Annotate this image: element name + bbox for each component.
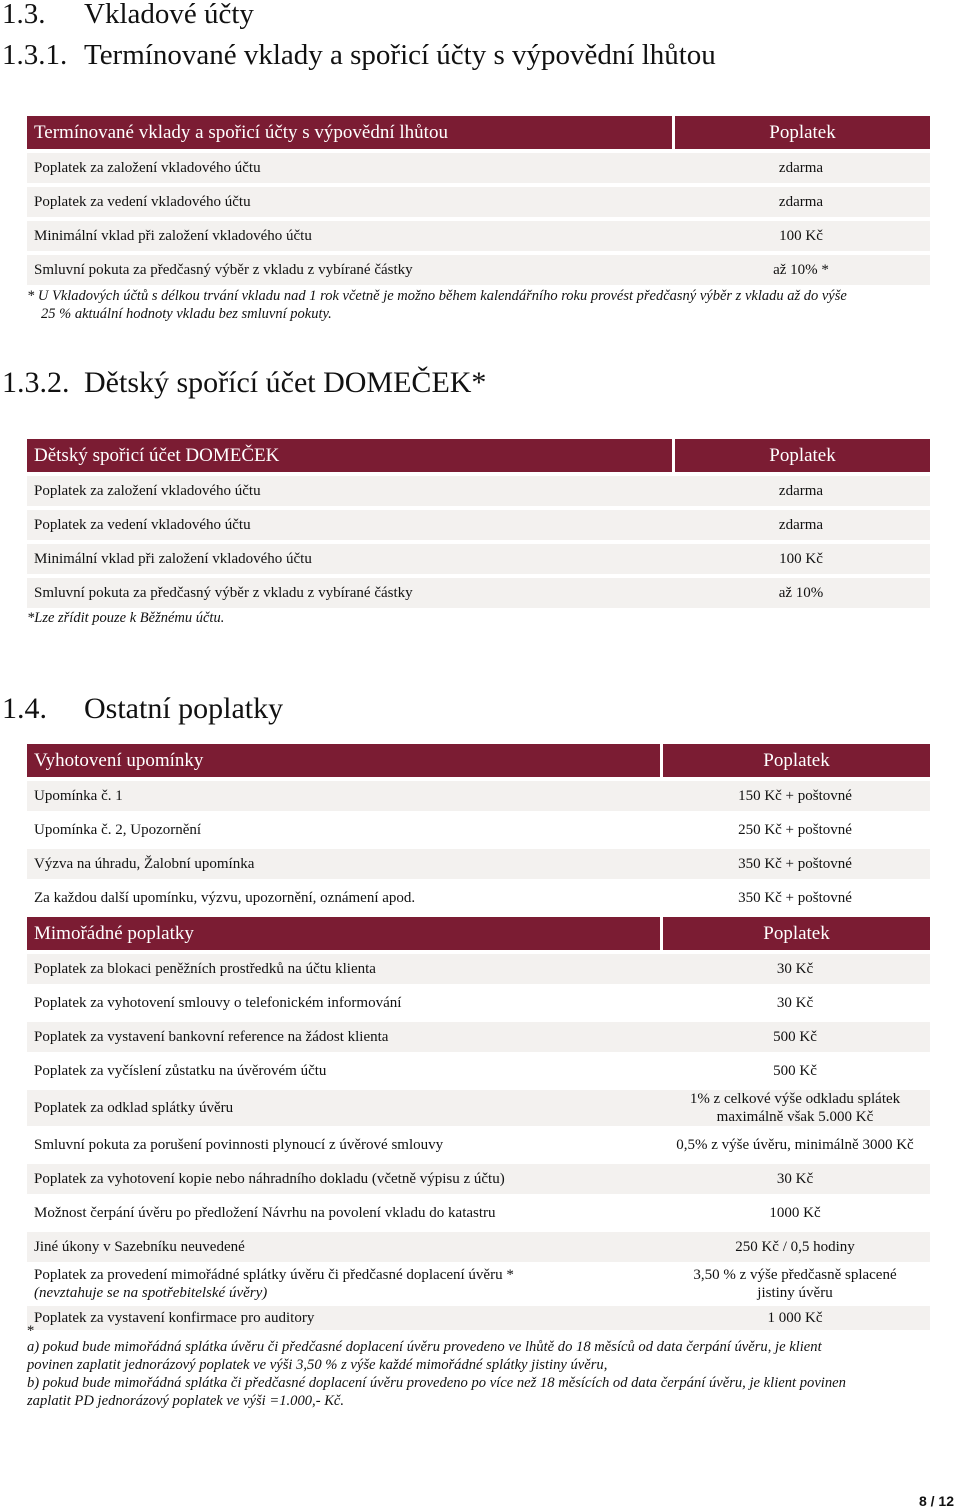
footnote-line: povinen zaplatit jednorázový poplatek ve výši 3,50 % z výše každé mimořádné splátky jistiny úvěru, bbox=[27, 1357, 608, 1373]
table-header bbox=[27, 116, 930, 153]
row-label: Poplatek za vedení vkladového účtu bbox=[34, 516, 251, 533]
footnote-line: b) pokud bude mimořádná splátka či předčasné doplacení úvěru provedeno po více než 18 měsících od data čerpání úvěru, je klient povinen bbox=[27, 1375, 846, 1391]
table-row bbox=[27, 255, 930, 289]
row-label: Smluvní pokuta za předčasný výběr z vkladu z vybírané částky bbox=[34, 584, 413, 601]
row-fee-line: maximálně však 5.000 Kč bbox=[716, 1109, 874, 1125]
row-fee: zdarma bbox=[778, 483, 824, 499]
section-number: 1.3. bbox=[2, 0, 46, 30]
row-label: Výzva na úhradu, Žalobní upomínka bbox=[34, 855, 255, 872]
row-fee: 350 Kč + poštovné bbox=[738, 856, 852, 872]
section-title: Ostatní poplatky bbox=[84, 692, 284, 725]
section-number: 1.3.1. bbox=[2, 39, 68, 71]
header-label: Termínované vklady a spořicí účty s výpovědní lhůtou bbox=[34, 121, 448, 143]
footnote-line: 25 % aktuální hodnoty vkladu bez smluvní pokuty. bbox=[41, 306, 332, 322]
term-deposits-fee-table bbox=[27, 116, 930, 289]
row-fee: 30 Kč bbox=[776, 961, 814, 977]
table-row bbox=[27, 781, 930, 815]
row-fee: zdarma bbox=[778, 160, 824, 176]
row-fee: 0,5% z výše úvěru, minimálně 3000 Kč bbox=[676, 1137, 914, 1153]
row-fee: 500 Kč bbox=[773, 1029, 817, 1045]
row-fee: zdarma bbox=[778, 194, 824, 210]
section-title: Termínované vklady a spořicí účty s výpovědní lhůtou bbox=[84, 39, 716, 71]
table-row bbox=[27, 988, 930, 1022]
row-label: Minimální vklad při založení vkladového účtu bbox=[34, 550, 312, 567]
row-fee: zdarma bbox=[778, 517, 824, 533]
table-row bbox=[27, 510, 930, 544]
row-fee: 1000 Kč bbox=[769, 1205, 821, 1221]
table-row bbox=[27, 1130, 930, 1164]
footnote-star: * bbox=[27, 1323, 35, 1339]
footnote-line: a) pokud bude mimořádná splátka úvěru či předčasné doplacení úvěru provedeno ve lhůtě do 18 měsíců od data čerpání úvěru, je klient bbox=[27, 1339, 822, 1355]
header-label: Dětský spořicí účet DOMEČEK bbox=[34, 444, 280, 466]
table-row bbox=[27, 1232, 930, 1266]
page-number: 8 / 12 bbox=[918, 1493, 954, 1509]
row-label: Smluvní pokuta za předčasný výběr z vkladu z vybírané částky bbox=[34, 261, 413, 278]
row-fee bbox=[660, 1266, 930, 1302]
deposit-footnote bbox=[27, 287, 932, 323]
row-fee bbox=[660, 1090, 930, 1126]
row-fee: 350 Kč + poštovné bbox=[738, 890, 852, 906]
row-label: Upomínka č. 1 bbox=[34, 787, 123, 804]
row-label: Poplatek za odklad splátky úvěru bbox=[34, 1100, 234, 1116]
section-number: 1.4. bbox=[2, 692, 47, 725]
row-label: Poplatek za blokaci peněžních prostředků na účtu klienta bbox=[34, 960, 376, 977]
header-fee: Poplatek bbox=[660, 917, 930, 950]
table-row bbox=[27, 849, 930, 883]
row-fee: 150 Kč + poštovné bbox=[738, 788, 852, 804]
table-row bbox=[27, 1266, 930, 1306]
table-row bbox=[27, 883, 930, 917]
row-label: Poplatek za založení vkladového účtu bbox=[34, 482, 261, 499]
table-row bbox=[27, 1090, 930, 1130]
header-label: Vyhotovení upomínky bbox=[34, 749, 204, 771]
row-label bbox=[27, 1266, 660, 1302]
header-fee: Poplatek bbox=[672, 439, 930, 472]
section-heading-1-3 bbox=[2, 0, 254, 31]
table-row bbox=[27, 954, 930, 988]
table-row bbox=[27, 476, 930, 510]
table-row bbox=[27, 578, 930, 612]
row-fee: 30 Kč bbox=[776, 995, 814, 1011]
row-label: Poplatek za vystavení konfirmace pro auditory bbox=[34, 1309, 315, 1326]
row-label: Minimální vklad při založení vkladového účtu bbox=[34, 227, 312, 244]
table-header bbox=[27, 744, 930, 781]
table-header bbox=[27, 917, 930, 954]
table-row bbox=[27, 1022, 930, 1056]
table-row bbox=[27, 221, 930, 255]
row-fee: 1 000 Kč bbox=[767, 1310, 823, 1326]
table-row bbox=[27, 1164, 930, 1198]
table-header bbox=[27, 439, 930, 476]
row-fee: 100 Kč bbox=[779, 551, 823, 567]
row-fee: až 10% * bbox=[773, 262, 829, 278]
row-label: Jiné úkony v Sazebníku neuvedené bbox=[34, 1238, 245, 1255]
section-heading-1-3-2 bbox=[2, 366, 486, 400]
row-fee: 250 Kč / 0,5 hodiny bbox=[735, 1239, 855, 1255]
row-fee-line: 1% z celkové výše odkladu splátek bbox=[689, 1091, 901, 1107]
row-label: Poplatek za založení vkladového účtu bbox=[34, 159, 261, 176]
row-label: Poplatek za vyčíslení zůstatku na úvěrovém účtu bbox=[34, 1062, 327, 1079]
header-label: Mimořádné poplatky bbox=[34, 922, 194, 944]
row-label: Poplatek za vedení vkladového účtu bbox=[34, 193, 251, 210]
row-label: Poplatek za vyhotovení kopie nebo náhradního dokladu (včetně výpisu z účtu) bbox=[34, 1170, 505, 1187]
extra-fees-footnote bbox=[27, 1324, 932, 1410]
table-row bbox=[27, 1198, 930, 1232]
footnote-line: * U Vkladových účtů s délkou trvání vkladu nad 1 rok včetně je možno během kalendářního roku provést předčasný výběr z vkladu až do výše bbox=[27, 288, 847, 304]
table-row bbox=[27, 1056, 930, 1090]
kids-savings-fee-table bbox=[27, 439, 930, 612]
row-label: Upomínka č. 2, Upozornění bbox=[34, 821, 202, 838]
row-fee-line: jistiny úvěru bbox=[757, 1285, 833, 1301]
row-label-note: (nevztahuje se na spotřebitelské úvěry) bbox=[34, 1285, 268, 1301]
section-heading-1-4 bbox=[2, 692, 283, 726]
row-label: Poplatek za vyhotovení smlouvy o telefonickém informování bbox=[34, 994, 402, 1011]
row-label-line: Poplatek za provedení mimořádné splátky úvěru či předčasné doplacení úvěru * bbox=[34, 1267, 514, 1283]
row-fee-line: 3,50 % z výše předčasně splacené bbox=[693, 1267, 897, 1283]
section-title: Vkladové účty bbox=[84, 0, 254, 30]
row-fee: 250 Kč + poštovné bbox=[738, 822, 852, 838]
row-label: Poplatek za vystavení bankovní reference na žádost klienta bbox=[34, 1028, 389, 1045]
section-number: 1.3.2. bbox=[2, 366, 70, 399]
other-fees-table bbox=[27, 744, 930, 1334]
table-row bbox=[27, 187, 930, 221]
row-fee: 500 Kč bbox=[773, 1063, 817, 1079]
row-fee: 30 Kč bbox=[776, 1171, 814, 1187]
row-fee: až 10% bbox=[778, 585, 824, 601]
row-label: Možnost čerpání úvěru po předložení Návrhu na povolení vkladu do katastru bbox=[34, 1204, 496, 1221]
row-fee: 100 Kč bbox=[779, 228, 823, 244]
header-fee: Poplatek bbox=[660, 744, 930, 777]
kids-account-note: *Lze zřídit pouze k Běžnému účtu. bbox=[27, 610, 225, 626]
header-fee: Poplatek bbox=[672, 116, 930, 149]
footnote-line: zaplatit PD jednorázový poplatek ve výši =1.000,- Kč. bbox=[27, 1393, 345, 1409]
table-row bbox=[27, 153, 930, 187]
section-heading-1-3-1 bbox=[2, 38, 716, 72]
row-label: Smluvní pokuta za porušení povinnosti plynoucí z úvěrové smlouvy bbox=[34, 1136, 444, 1153]
section-title: Dětský spořící účet DOMEČEK* bbox=[84, 366, 487, 399]
row-label: Za každou další upomínku, výzvu, upozornění, oznámení apod. bbox=[34, 889, 416, 906]
table-row bbox=[27, 815, 930, 849]
table-row bbox=[27, 544, 930, 578]
